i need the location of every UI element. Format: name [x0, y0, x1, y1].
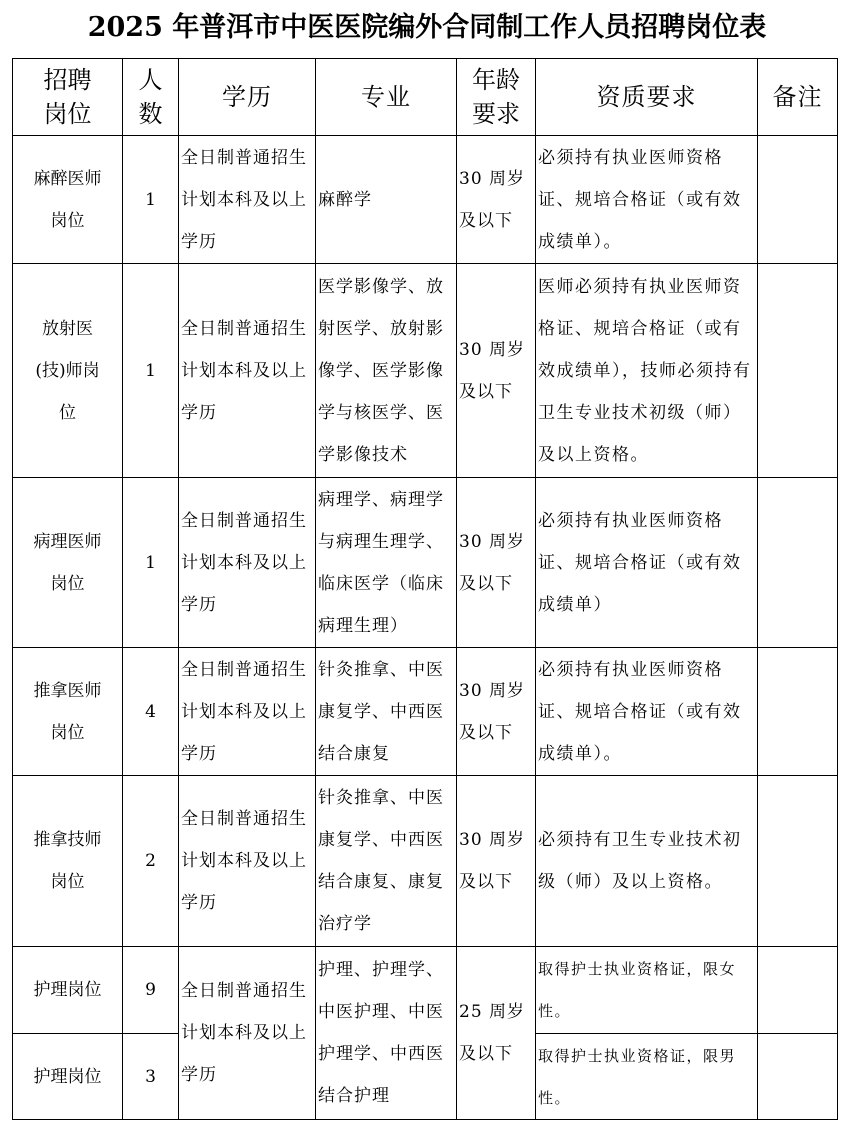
cell-position: 推拿技师岗位	[13, 776, 123, 947]
cell-qualification: 必须持有执业医师资格证、规培合格证（或有效成绩单）	[536, 478, 758, 648]
page-title: 2025 年普洱市中医医院编外合同制工作人员招聘岗位表	[87, 12, 767, 43]
recruitment-table	[12, 58, 838, 1120]
cell-position: 护理岗位	[13, 1034, 123, 1120]
table-row	[13, 264, 838, 478]
cell-position: 放射医(技)师岗位	[13, 264, 123, 478]
header-major: 专业	[316, 59, 457, 136]
cell-qualification: 取得护士执业资格证，限男性。	[536, 1034, 758, 1120]
cell-remarks	[758, 136, 838, 264]
cell-education: 全日制普通招生计划本科及以上学历	[179, 136, 316, 264]
cell-position: 护理岗位	[13, 947, 123, 1034]
header-remarks: 备注	[758, 59, 838, 136]
cell-education: 全日制普通招生计划本科及以上学历	[179, 648, 316, 776]
cell-major: 针灸推拿、中医康复学、中西医结合康复、康复治疗学	[316, 776, 457, 947]
cell-count: 2	[123, 776, 179, 947]
cell-remarks	[758, 1034, 838, 1120]
cell-major: 医学影像学、放射医学、放射影像学、医学影像学与核医学、医学影像技术	[316, 264, 457, 478]
cell-count: 9	[123, 947, 179, 1034]
cell-position: 麻醉医师岗位	[13, 136, 123, 264]
cell-age: 30 周岁及以下	[457, 648, 536, 776]
cell-age: 30 周岁及以下	[457, 478, 536, 648]
header-age: 年龄要求	[457, 59, 536, 136]
cell-position: 病理医师岗位	[13, 478, 123, 648]
cell-count: 1	[123, 478, 179, 648]
table-row	[13, 947, 838, 1034]
table-row	[13, 776, 838, 947]
cell-education: 全日制普通招生计划本科及以上学历	[179, 264, 316, 478]
cell-qualification: 取得护士执业资格证，限女性。	[536, 947, 758, 1034]
cell-count: 4	[123, 648, 179, 776]
header-qualification: 资质要求	[536, 59, 758, 136]
header-education: 学历	[179, 59, 316, 136]
cell-age: 30 周岁及以下	[457, 264, 536, 478]
cell-qualification: 必须持有执业医师资格证、规培合格证（或有效成绩单）。	[536, 648, 758, 776]
table-row	[13, 478, 838, 648]
cell-education: 全日制普通招生计划本科及以上学历	[179, 776, 316, 947]
cell-age: 25 周岁及以下	[457, 947, 536, 1120]
cell-position: 推拿医师岗位	[13, 648, 123, 776]
cell-count: 1	[123, 264, 179, 478]
table-row	[13, 648, 838, 776]
cell-qualification: 医师必须持有执业医师资格证、规培合格证（或有效成绩单），技师必须持有卫生专业技术初级（师）及以上资格。	[536, 264, 758, 478]
cell-major: 针灸推拿、中医康复学、中西医结合康复	[316, 648, 457, 776]
table-row	[13, 136, 838, 264]
cell-remarks	[758, 947, 838, 1034]
cell-remarks	[758, 264, 838, 478]
cell-remarks	[758, 776, 838, 947]
cell-remarks	[758, 648, 838, 776]
header-position: 招聘岗位	[13, 59, 123, 136]
cell-education: 全日制普通招生计划本科及以上学历	[179, 947, 316, 1120]
cell-education: 全日制普通招生计划本科及以上学历	[179, 478, 316, 648]
cell-count: 1	[123, 136, 179, 264]
cell-major: 麻醉学	[316, 136, 457, 264]
cell-major: 病理学、病理学与病理生理学、临床医学（临床病理生理）	[316, 478, 457, 648]
cell-count: 3	[123, 1034, 179, 1120]
header-count: 人数	[123, 59, 179, 136]
cell-major: 护理、护理学、中医护理、中医护理学、中西医结合护理	[316, 947, 457, 1120]
cell-age: 30 周岁及以下	[457, 136, 536, 264]
cell-age: 30 周岁及以下	[457, 776, 536, 947]
cell-remarks	[758, 478, 838, 648]
cell-qualification: 必须持有卫生专业技术初级（师）及以上资格。	[536, 776, 758, 947]
header-row	[13, 59, 838, 136]
cell-qualification: 必须持有执业医师资格证、规培合格证（或有效成绩单）。	[536, 136, 758, 264]
